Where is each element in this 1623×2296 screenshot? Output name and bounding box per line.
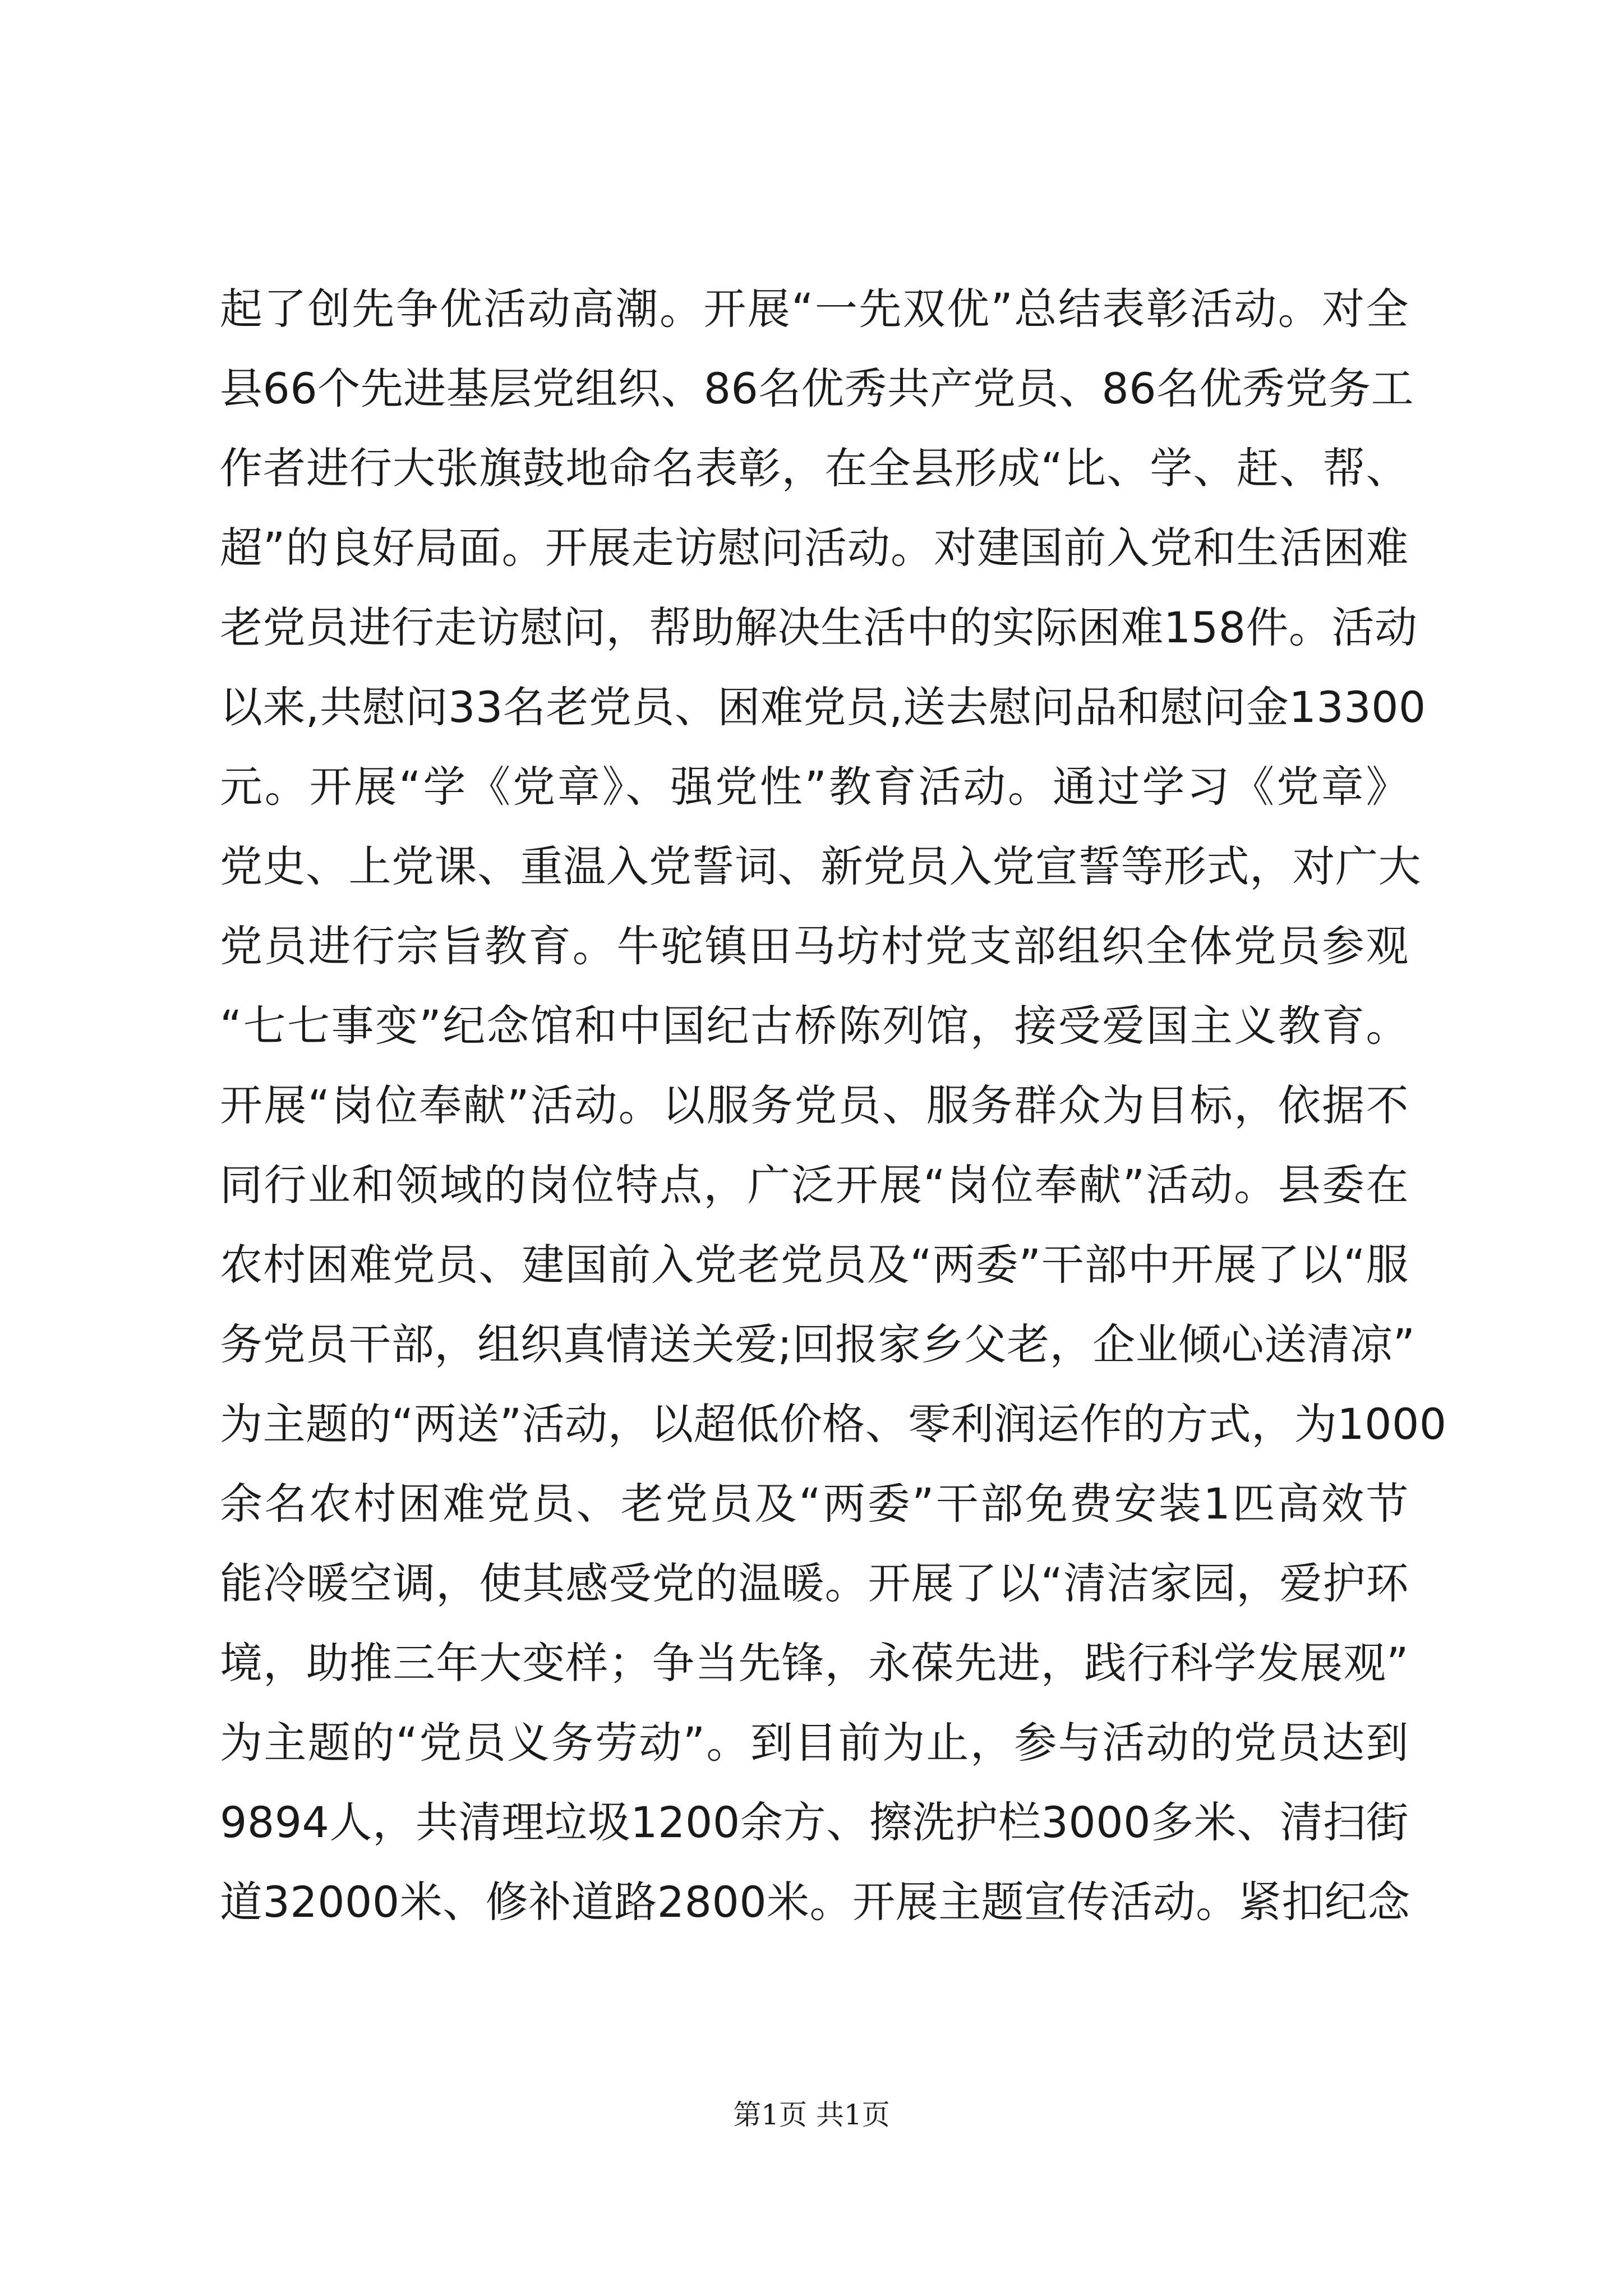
text-line: 作者进行大张旗鼓地命名表彰，在全县形成“比、学、赶、帮、	[220, 443, 1409, 493]
text-line: 为主题的“党员义务劳动”。到目前为止，参与活动的党员达到	[220, 1718, 1409, 1768]
text-line: 9894人，共清理垃圾1200余方、擦洗护栏3000多米、清扫街	[220, 1797, 1409, 1847]
text-line: 道32000米、修补道路2800米。开展主题宣传活动。紧扣纪念	[220, 1877, 1410, 1927]
text-line: 开展“岗位奉献”活动。以服务党员、服务群众为目标，依据不	[220, 1080, 1409, 1130]
text-line: 能冷暖空调，使其感受党的温暖。开展了以“清洁家园，爱护环	[220, 1558, 1409, 1608]
text-line: “七七事变”纪念馆和中国纪古桥陈列馆，接受爱国主义教育。	[220, 1001, 1409, 1051]
text-line: 元。开展“学《党章》、强党性”教育活动。通过学习《党章》	[220, 762, 1409, 812]
text-line: 县66个先进基层党组织、86名优秀共产党员、86名优秀党务工	[220, 364, 1414, 413]
text-line: 老党员进行走访慰问，帮助解决生活中的实际困难158件。活动	[220, 602, 1418, 652]
text-line: 为主题的“两送”活动，以超低价格、零利润运作的方式，为1000	[220, 1399, 1447, 1449]
text-line: 起了创先争优活动高潮。开展“一先双优”总结表彰活动。对全	[220, 284, 1409, 334]
text-line: 境，助推三年大变样；争当先锋，永葆先进，践行科学发展观”	[220, 1638, 1409, 1688]
text-line: 务党员干部，组织真情送关爱;回报家乡父老，企业倾心送清凉”	[220, 1319, 1415, 1369]
text-line: 余名农村困难党员、老党员及“两委”干部免费安装1匹高效节	[220, 1479, 1409, 1529]
text-line: 以来,共慰问33名老党员、困难党员,送去慰问品和慰问金13300	[220, 682, 1426, 732]
text-line: 农村困难党员、建国前入党老党员及“两委”干部中开展了以“服	[220, 1240, 1409, 1290]
body-text	[220, 269, 1447, 1942]
text-line: 超”的良好局面。开展走访慰问活动。对建国前入党和生活困难	[220, 523, 1409, 573]
text-line: 党员进行宗旨教育。牛驼镇田马坊村党支部组织全体党员参观	[220, 921, 1409, 971]
page-number-label: 第1页 共1页	[733, 2099, 890, 2131]
text-line: 同行业和领域的岗位特点，广泛开展“岗位奉献”活动。县委在	[220, 1160, 1409, 1210]
page-footer	[0, 2095, 1623, 2134]
text-line: 党史、上党课、重温入党誓词、新党员入党宣誓等形式，对广大	[220, 841, 1421, 891]
